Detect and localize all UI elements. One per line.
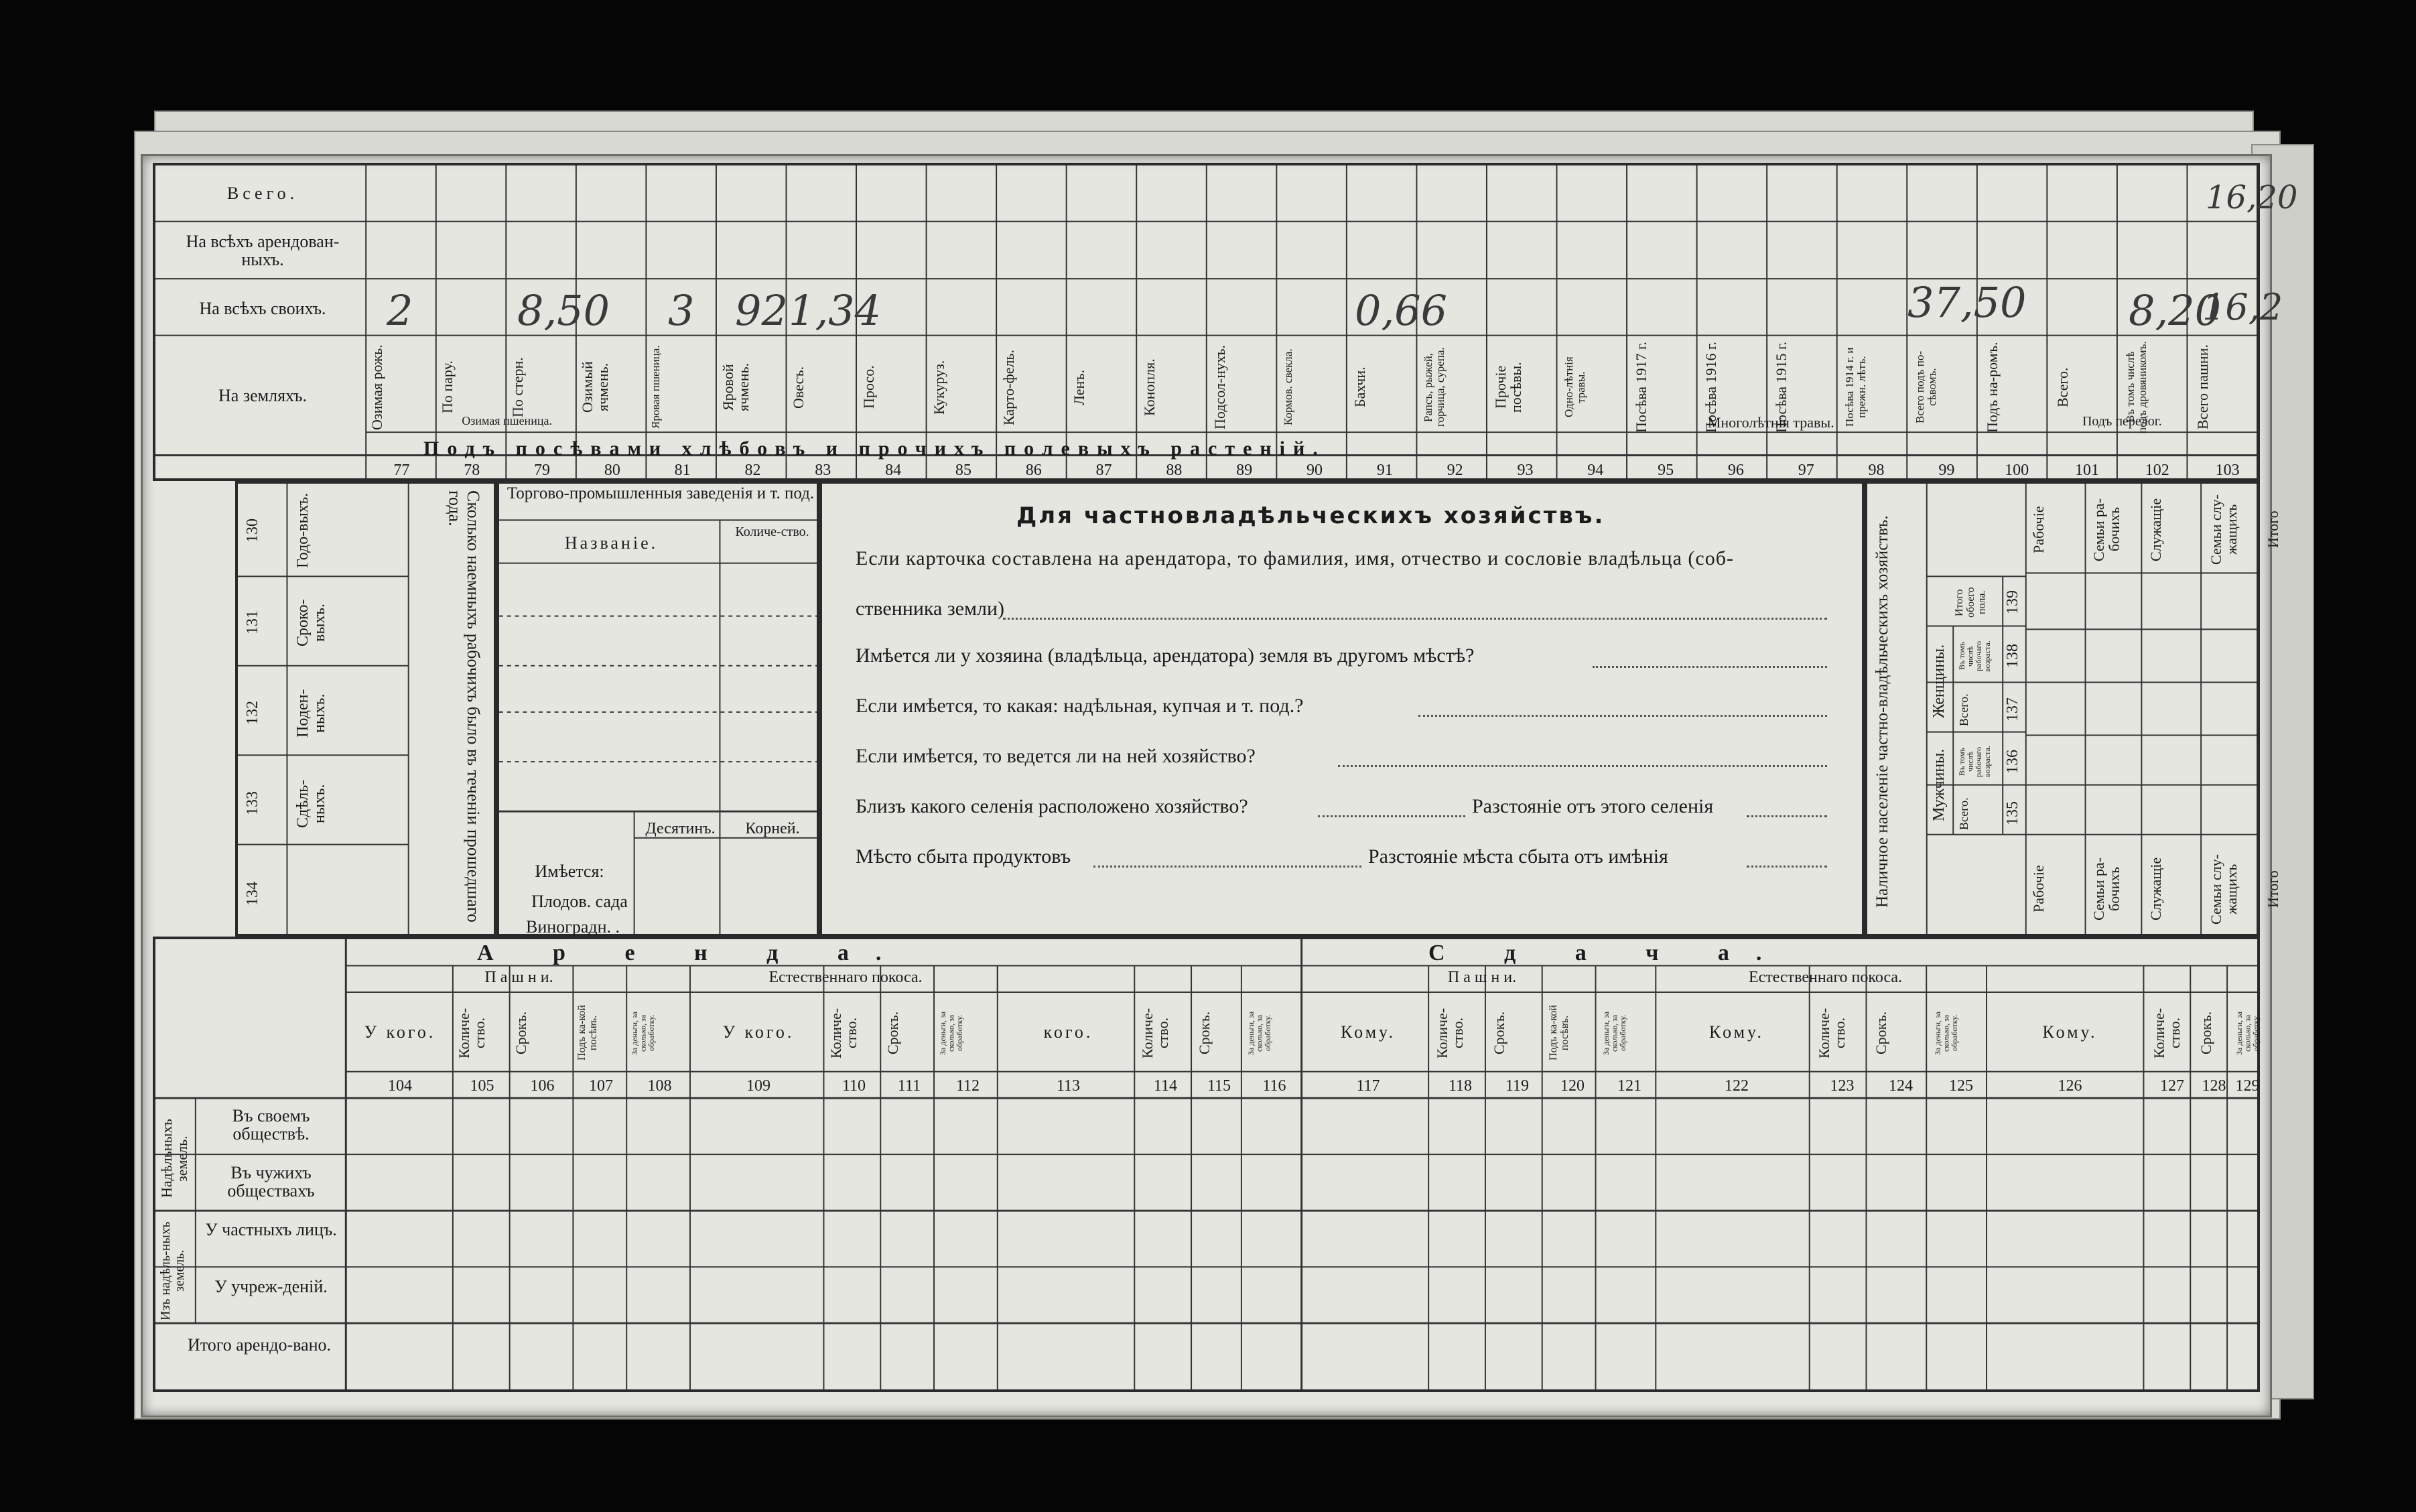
population-caption: Наличное населенiе частно-владѣльческихъ хозяйствъ.: [1873, 515, 1891, 908]
lease-col-number: 117: [1356, 1077, 1380, 1095]
crop-col-header-1: Озимая рожь.: [368, 344, 385, 430]
crop-col-header-8: Просо.: [860, 365, 877, 409]
crop-col-number: 99: [1938, 462, 1955, 479]
answer-line-owner[interactable]: [1003, 618, 1827, 620]
crop-col-number: 101: [2074, 462, 2099, 479]
hw-rye: 2: [387, 286, 413, 335]
lease-col-number: 114: [1153, 1077, 1178, 1095]
lease-col-number: 126: [2058, 1077, 2082, 1095]
crop-col-number: 92: [1447, 462, 1463, 479]
trade-table: [496, 481, 819, 937]
lease-a-header-9: За деньги, за сколько, за обработку.: [938, 1011, 965, 1055]
lease-a-pokos: Естественнаго покоса.: [768, 969, 923, 986]
census-card: [141, 154, 2298, 1418]
lease-col-number: 108: [647, 1077, 672, 1095]
crop-col-header-14: Кормов. свекла.: [1281, 348, 1294, 426]
lease-a-header-12: Срокъ.: [1196, 1011, 1213, 1055]
lease-s-header-2: Количе-ство.: [1434, 1008, 1467, 1058]
pop-col-bot-2: Семьи ра-бочихъ: [2090, 857, 2123, 921]
lease-a-header-13: За деньги, за сколько, за обработку.: [1246, 1011, 1273, 1055]
answer-line-other-land[interactable]: [1593, 666, 1827, 668]
lease-col-number: 107: [589, 1077, 613, 1095]
lease-col-number: 121: [1617, 1077, 1641, 1095]
crop-col-header-25: Всего.: [2054, 367, 2071, 407]
answer-line-land-type[interactable]: [1418, 715, 1827, 717]
question-other-land: Имѣется ли у хозяина (владѣльца, арендатора) земля въ другомъ мѣстѣ?: [856, 644, 1475, 667]
men-label: Мужчины.: [1930, 748, 1948, 822]
perennial-grass-label: Многолѣтнiя травы.: [1707, 414, 1834, 431]
crop-col-number: 79: [534, 462, 551, 479]
crop-col-header-10: Карто-фель.: [1000, 349, 1018, 425]
crop-col-header-24: Подъ на-ромъ.: [1983, 342, 2001, 433]
lease-row-other-society: Въ чужихъ обществахъ: [227, 1163, 315, 1201]
crop-col-header-3: По стерн.: [509, 357, 526, 417]
lease-s-header-4: Подъ ка-кой посѣвъ.: [1548, 1005, 1570, 1061]
hw-spring-wheat: 3: [668, 286, 695, 335]
group-nenadel-label: Изъ надѣль-ныхъ земель.: [158, 1221, 187, 1320]
crop-col-number: 103: [2215, 462, 2240, 479]
private-title: Для частновладѣльческихъ хозяйствъ.: [1016, 502, 1605, 529]
crops-banner: Подъ посѣвами хлѣбовъ и прочихъ полевыхъ растенiй.: [423, 437, 1326, 460]
hw-arable-total: 16,20: [2206, 179, 2298, 216]
lease-s-pashni: П а ш н и.: [1447, 969, 1517, 986]
hired-col-label: Годо-выхъ.: [294, 492, 312, 569]
hired-col-number: 131: [244, 610, 261, 635]
crop-col-number: 86: [1025, 462, 1042, 479]
crop-col-number: 93: [1517, 462, 1534, 479]
private-holdings-box: [819, 481, 1865, 937]
crop-col-header-5: Яровая пшеница.: [649, 345, 663, 429]
lease-s-header-11: Количе-ство.: [2151, 1008, 2184, 1058]
lease-a-header-6: У кого.: [722, 1022, 795, 1042]
crop-col-header-11: Ленъ.: [1071, 369, 1088, 405]
lease-col-number: 124: [1889, 1077, 1913, 1095]
hired-workers-table: [235, 481, 496, 937]
lease-s-header-9: За деньги, за сколько, за обработку.: [1933, 1011, 1960, 1055]
hired-col-number: 134: [244, 882, 261, 906]
crop-col-header-26: Въ томъ числѣ подъ дровяникомъ.: [2124, 341, 2149, 433]
answer-line-farming[interactable]: [1338, 765, 1827, 767]
hw-arable-own: 16,2: [2202, 286, 2283, 328]
orchard-label: Плодов. сада: [531, 892, 628, 911]
crops-table: [153, 163, 2298, 481]
lease-col-number: 104: [388, 1077, 412, 1095]
hired-col-number: 130: [244, 519, 261, 543]
crop-col-number: 87: [1095, 462, 1112, 479]
crop-col-number: 84: [885, 462, 902, 479]
lease-col-number: 123: [1830, 1077, 1855, 1095]
crop-col-number: 88: [1166, 462, 1183, 479]
lease-col-number: 125: [1949, 1077, 1973, 1095]
crop-col-header-17: Прочiе посѣвы.: [1492, 362, 1525, 413]
crop-col-header-6: Яровой ячмень.: [720, 362, 752, 412]
answer-line-village[interactable]: [1318, 815, 1465, 817]
has-label: Имѣется:: [535, 862, 604, 881]
pop-num-136: 136: [2004, 750, 2021, 774]
crop-col-header-27: Всего пашни.: [2194, 344, 2212, 430]
pop-col-bot-3: Служащiе: [2147, 857, 2164, 921]
lease-row-institutions: У учреж-денiй.: [214, 1277, 328, 1296]
trade-title: Торгово-промышленныя заведенiя и т. под.: [507, 484, 815, 502]
trade-qty-header: Количе-ство.: [735, 525, 809, 539]
answer-line-market[interactable]: [1093, 866, 1361, 868]
crop-col-number: 89: [1236, 462, 1253, 479]
pop-col-top-4: Семьи слу-жащихъ: [2208, 494, 2240, 565]
lease-table: [153, 937, 2260, 1392]
women-working-label: Въ томъ числѣ рабочаго возраста.: [1957, 640, 1992, 672]
hired-col-number: 133: [244, 791, 261, 816]
lease-col-number: 116: [1262, 1077, 1286, 1095]
row-label-lands: На земляхъ.: [218, 386, 307, 405]
crop-col-header-2: По пару.: [438, 360, 456, 414]
question-owner-b: ственника земли): [856, 598, 1004, 620]
crop-col-header-9: Кукуруз.: [930, 360, 947, 415]
crop-col-number: 91: [1376, 462, 1393, 479]
lease-a-header-3: Срокъ.: [513, 1011, 529, 1055]
crop-col-number: 102: [2145, 462, 2169, 479]
winter-wheat-label: Озимая пшеница.: [462, 414, 552, 427]
crop-col-number: 77: [393, 462, 410, 479]
hired-col-label: [295, 854, 405, 934]
lease-col-number: 112: [955, 1077, 980, 1095]
lease-a-header-8: Срокъ.: [884, 1011, 901, 1055]
answer-line-village-distance[interactable]: [1747, 815, 1827, 817]
hw-spring-barley: 92: [735, 286, 788, 335]
trade-name-header: Названiе.: [564, 533, 659, 553]
lease-col-number: 119: [1505, 1077, 1530, 1095]
lease-row-private: У частныхъ лицъ.: [205, 1220, 337, 1239]
crop-col-number: 94: [1587, 462, 1604, 479]
answer-line-market-distance[interactable]: [1747, 866, 1827, 868]
crop-col-header-12: Конопля.: [1140, 358, 1158, 416]
hw-fallow-wheat: 8,50: [517, 286, 610, 335]
lease-a-header-1: У кого.: [364, 1022, 436, 1042]
lease-a-header-5: За деньги, за сколько, за обработку.: [630, 1011, 657, 1055]
lease-col-number: 115: [1207, 1077, 1231, 1095]
lease-s-header-3: Срокъ.: [1491, 1011, 1507, 1055]
crop-col-header-20: Посѣва 1916 г.: [1702, 341, 1720, 433]
crop-col-header-22: Посѣва 1914 г. и прежн. лѣтъ.: [1843, 347, 1868, 427]
question-market: Мѣсто сбыта продуктовъ: [856, 845, 1071, 868]
hw-oats: 1,34: [789, 286, 882, 335]
hired-col-number: 132: [244, 701, 261, 726]
crop-col-number: 85: [955, 462, 971, 479]
pop-num-138: 138: [2004, 644, 2021, 669]
pop-col-top-1: Рабочiе: [2030, 506, 2047, 553]
crop-col-header-18: Одно-лѣтнiя травы.: [1562, 356, 1587, 418]
hw-fallow-total: 8,20: [2129, 286, 2222, 335]
total-both-label: Итого обоего пола.: [1954, 587, 1988, 618]
population-table: [1865, 481, 2281, 937]
lease-col-number: 127: [2160, 1077, 2184, 1095]
lease-s-header-7: Количе-ство.: [1816, 1008, 1849, 1058]
row-label-total: Всего.: [226, 184, 299, 203]
men-working-label: Въ томъ числѣ рабочаго возраста.: [1957, 746, 1992, 778]
hired-caption: Сколько наемныхъ рабочихъ было въ теченiи прошедшаго года.: [445, 490, 483, 922]
pop-col-bot-5: Итого: [2265, 870, 2281, 908]
pop-col-top-2: Семьи ра-бочихъ: [2090, 498, 2123, 561]
lease-col-number: 109: [746, 1077, 770, 1095]
crop-col-number: 96: [1727, 462, 1744, 479]
lease-a-header-10: кого.: [1043, 1022, 1093, 1042]
question-market-distance: Разстоянiе мѣста сбыта отъ имѣнiя: [1368, 845, 1668, 868]
lease-s-header-6: Кому.: [1709, 1022, 1764, 1042]
crop-col-number: 100: [2005, 462, 2029, 479]
lease-row-total: Итого арендо-вано.: [187, 1335, 332, 1355]
lease-a-header-4: Подъ ка-кой посѣвъ.: [576, 1005, 599, 1061]
crop-col-number: 78: [464, 462, 480, 479]
lease-col-number: 110: [842, 1077, 866, 1095]
hw-total-sown: 37,50: [1907, 278, 2027, 327]
lease-a-header-2: Количе-ство.: [456, 1008, 488, 1058]
pop-col-top-5: Итого: [2265, 510, 2281, 549]
crop-col-header-16: Рапсъ, рыжей, горчица, сурепа.: [1422, 347, 1447, 427]
lease-s-pokos: Естественнаго покоса.: [1748, 969, 1903, 986]
hired-col-label: Поден-ныхъ.: [294, 689, 329, 738]
lease-a-header-7: Количе-ство.: [827, 1008, 860, 1058]
pop-col-top-3: Служащiе: [2147, 498, 2164, 561]
crop-col-number: 81: [674, 462, 691, 479]
lease-s-header-8: Срокъ.: [1873, 1011, 1889, 1055]
lease-s-header-12: Срокъ.: [2198, 1011, 2214, 1055]
men-total-label: Всего.: [1957, 797, 1970, 830]
lease-col-number: 118: [1448, 1077, 1473, 1095]
crop-col-number: 90: [1306, 462, 1323, 479]
sdacha-banner: С д а ч а.: [1428, 941, 1789, 965]
crop-col-number: 97: [1798, 462, 1814, 479]
hired-col-label: Сдѣль-ныхъ.: [294, 779, 329, 828]
lease-row-own-society: Въ своемъ обществѣ.: [232, 1106, 310, 1144]
desyatin-header: Десятинъ.: [645, 820, 716, 837]
lease-s-header-1: Кому.: [1341, 1022, 1396, 1042]
lease-s-header-5: За деньги, за сколько, за обработку.: [1601, 1011, 1628, 1055]
group-nadel-label: Надѣльныхъ земель.: [158, 1119, 191, 1198]
question-village: Близъ какого селенiя расположено хозяйство?: [856, 795, 1248, 817]
question-owner-a: Если карточка составлена на арендатора, то фамилия, имя, отчество и сословiе владѣльца (соб-: [856, 547, 1734, 569]
kornei-header: Корней.: [745, 820, 800, 837]
crop-col-number: 80: [604, 462, 620, 479]
lease-col-number: 106: [530, 1077, 555, 1095]
lease-s-header-10: Кому.: [2042, 1022, 2098, 1042]
lease-col-number: 129: [2235, 1077, 2260, 1095]
lease-col-number: 120: [1560, 1077, 1585, 1095]
arenda-banner: А р е н д а.: [477, 941, 909, 965]
pop-num-139: 139: [2004, 590, 2021, 615]
crop-col-number: 95: [1658, 462, 1674, 479]
lease-col-number: 128: [2202, 1077, 2226, 1095]
question-land-type: Если имѣется, то какая: надѣльная, купчая и т. под.?: [856, 695, 1304, 717]
pop-num-137: 137: [2004, 697, 2021, 722]
crop-col-number: 98: [1868, 462, 1885, 479]
crop-col-header-4: Озимый ячмень.: [579, 361, 612, 413]
hired-col-label: Сроко-выхъ.: [294, 599, 329, 646]
lease-col-number: 122: [1725, 1077, 1749, 1095]
lease-a-pashni: П а ш н и.: [484, 969, 553, 986]
hw-melons: 0,66: [1355, 286, 1448, 335]
pop-num-135: 135: [2004, 801, 2021, 826]
crop-col-header-19: Посѣва 1917 г.: [1632, 341, 1650, 433]
fallow-label: Подъ перелог.: [2082, 414, 2162, 429]
row-label-own: На всѣхъ своихъ.: [199, 299, 326, 318]
pop-col-bot-4: Семьи слу-жащихъ: [2208, 853, 2240, 924]
women-label: Женщины.: [1930, 644, 1948, 719]
lease-col-number: 111: [897, 1077, 921, 1095]
crop-col-number: 83: [815, 462, 831, 479]
crop-col-header-15: Бахчи.: [1351, 366, 1369, 408]
lease-s-header-13: За деньги, за сколько, за обработку.: [2234, 1011, 2261, 1055]
vineyard-label: Виноградн. .: [525, 917, 620, 937]
question-farming: Если имѣется, то ведется ли на ней хозяйство?: [856, 745, 1256, 767]
crop-col-header-7: Овесъ.: [789, 366, 807, 409]
women-total-label: Всего.: [1957, 693, 1970, 726]
row-label-leased: На всѣхъ арендован-ныхъ.: [186, 232, 340, 270]
crop-col-number: 82: [744, 462, 761, 479]
crop-col-header-23: Всего подъ по-сѣвомъ.: [1913, 351, 1938, 423]
lease-a-header-11: Количе-ство.: [1139, 1008, 1172, 1058]
crop-col-header-13: Подсол-нухъ.: [1211, 344, 1228, 430]
pop-col-bot-1: Рабочiе: [2030, 865, 2047, 913]
question-village-distance: Разстоянiе отъ этого селенiя: [1472, 795, 1714, 817]
lease-col-number: 113: [1056, 1077, 1081, 1095]
lease-col-number: 105: [470, 1077, 494, 1095]
crop-col-header-21: Посѣва 1915 г.: [1773, 341, 1790, 433]
